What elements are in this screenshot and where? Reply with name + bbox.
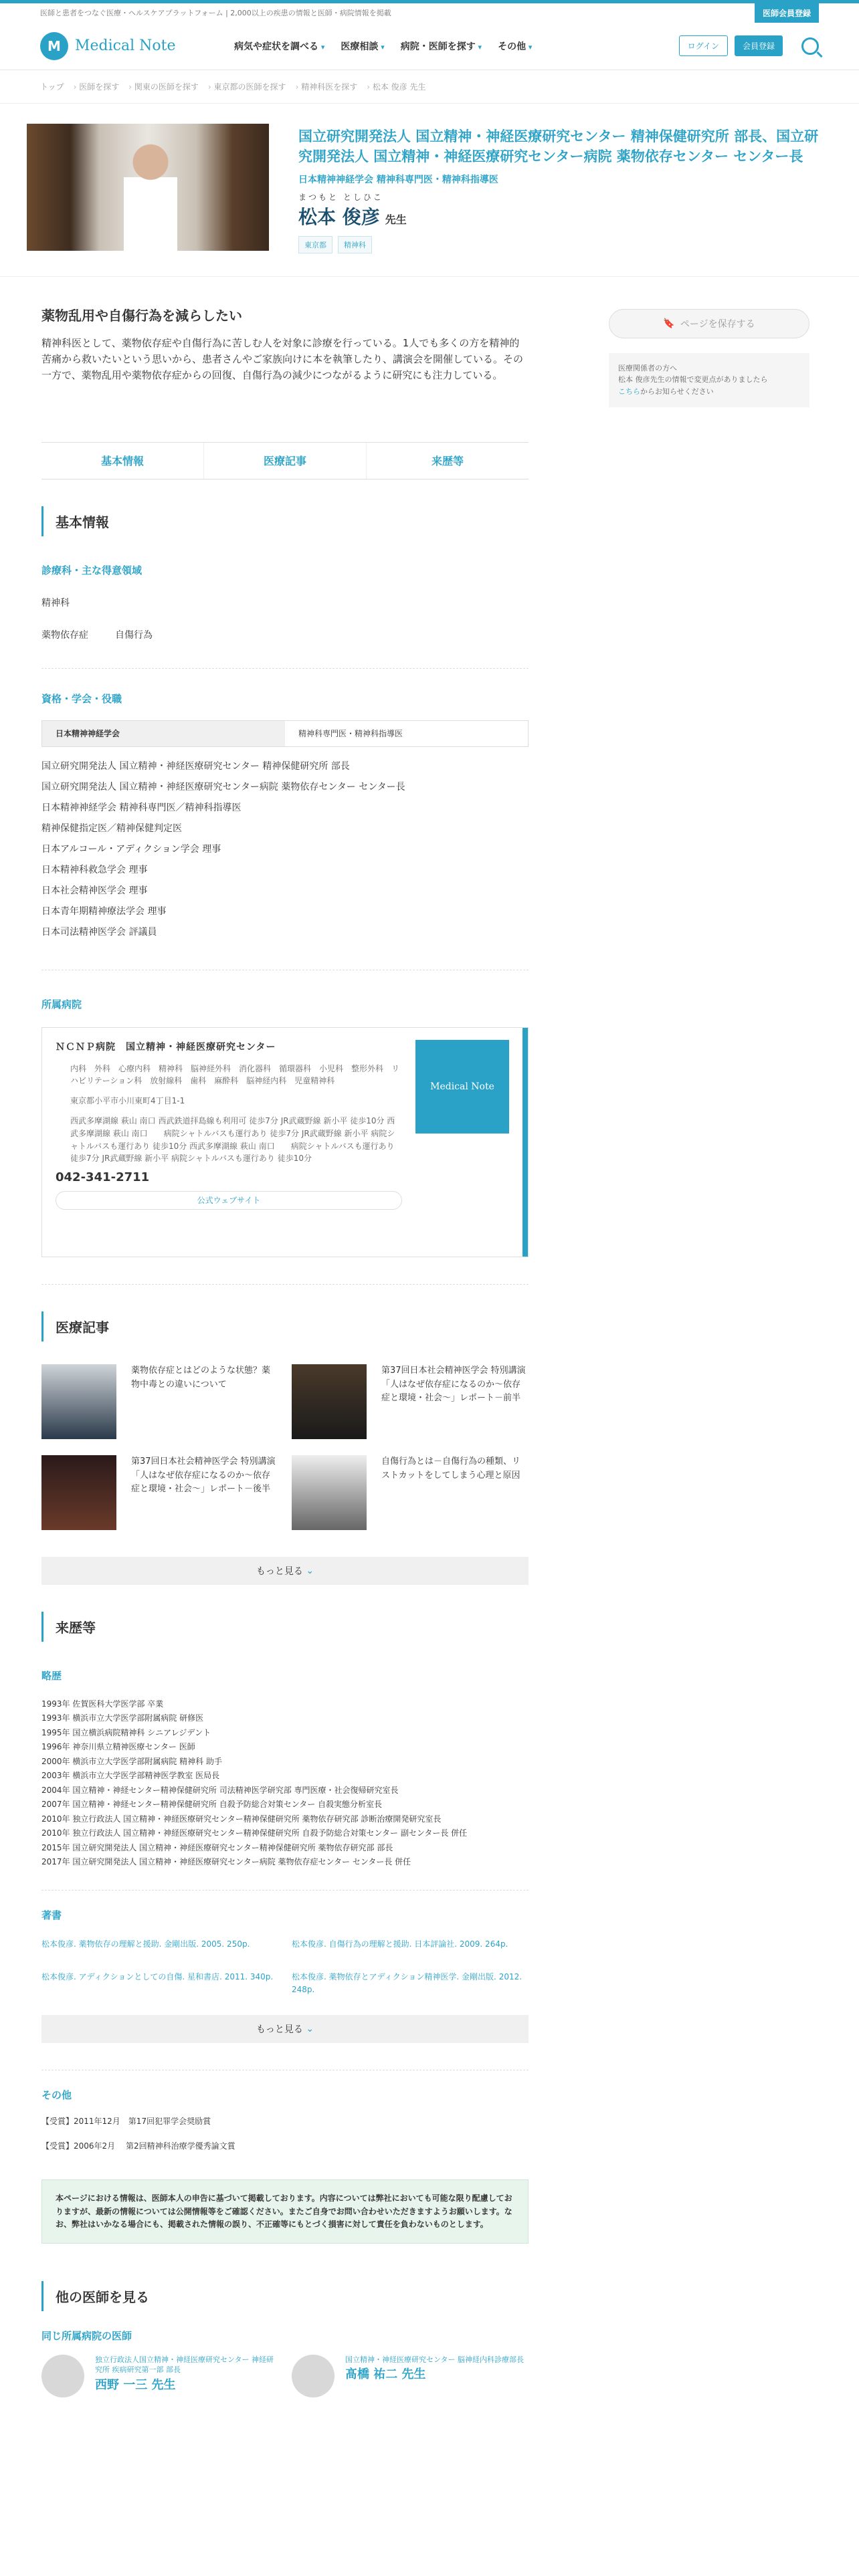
- section-tabs: [41, 442, 529, 479]
- list-item: 日本アルコール・アディクション学会 理事: [41, 843, 221, 855]
- crumb-top[interactable]: トップ: [40, 82, 64, 92]
- crumb-doctors[interactable]: › 医師を探す: [74, 81, 120, 92]
- article-thumb: [292, 1364, 367, 1439]
- list-item: 【受賞】2006年2月 第2回精神科治療学優秀論文賞: [41, 2141, 235, 2151]
- list-item: 2010年 独立行政法人 国立精神・神経医療研究センター精神保健研究所 自殺予防総合対策センター 副センター長 併任: [41, 1828, 468, 1838]
- login-button[interactable]: ログイン: [679, 35, 728, 56]
- save-page-button[interactable]: 🔖 ページを保存する: [609, 309, 809, 338]
- article-card[interactable]: 自傷行為とは－自傷行為の種類、リストカットをしてしまう心理と原因: [292, 1455, 529, 1530]
- update-link[interactable]: こちら: [618, 387, 640, 397]
- doctor-profile: [0, 104, 859, 277]
- awards-list: [41, 2115, 529, 2151]
- breadcrumb: [0, 70, 859, 104]
- disclaimer-notice: 本ページにおける情報は、医師本人の申告に基づいて掲載しております。内容については弊社においても可能な限り配慮しておりますが、最新の情報については公開情報等をご確認ください。またご自身でお問い合わせいただきますようお願いします。なお、弊社はいかなる場合にも、掲載された情報の誤り、不正確等にもとづく損害に対して責任を負わないものとします。: [41, 2179, 529, 2244]
- bookmark-icon: 🔖: [663, 318, 675, 329]
- article-card[interactable]: 第37回日本社会精神医学会 特別講演「人はなぜ依存症になるのか～依存症と環境・社会～」レポート－前半: [292, 1364, 529, 1439]
- doctor-position: 国立研究開発法人 国立精神・神経医療研究センター 精神保健研究所 部長、国立研究開発法人 国立精神・神経医療研究センター病院 薬物依存センター センター長: [298, 128, 819, 165]
- list-item: 日本社会精神医学会 理事: [41, 885, 148, 896]
- hospital-tel[interactable]: 042-341-2711: [56, 1170, 150, 1184]
- article-card[interactable]: 薬物依存症とはどのような状態？薬物中毒との違いについて: [41, 1364, 278, 1439]
- book-link[interactable]: 松本俊彦. 薬物依存の理解と援助. 金剛出版. 2005. 250p.: [41, 1939, 250, 1949]
- books-heading: 著書: [41, 1909, 62, 1921]
- main-nav: [234, 39, 679, 53]
- list-item: 日本司法精神医学会 評議員: [41, 926, 157, 938]
- list-item: 日本青年期精神療法学会 理事: [41, 905, 167, 917]
- qual-tab-cert[interactable]: 精神科専門医・精神科指導医: [298, 729, 403, 739]
- hospital-image: Medical Note: [415, 1040, 509, 1134]
- logo-text: Medical Note: [75, 37, 176, 54]
- list-item: 2017年 国立研究開発法人 国立精神・神経医療研究センター病院 薬物依存症センター センター長 併任: [41, 1857, 411, 1867]
- lead-description: 精神科医として、薬物依存症や自傷行為に苦しむ人を対象に診療を行っている。1人でも多くの方を精神的苦痛から救いたいという思いから、患者さんやご家族向けに本を執筆したり、講演会を開催している。その一方で、薬物乱用や薬物依存症からの回復、自傷行為の減少につながるように研究にも注力している。: [41, 336, 524, 381]
- field-item: 自傷行為: [115, 629, 153, 641]
- logo[interactable]: [40, 32, 234, 60]
- book-link[interactable]: 松本俊彦. 自傷行為の理解と援助. 日本評論社. 2009. 264p.: [292, 1939, 508, 1949]
- article-card[interactable]: 第37回日本社会精神医学会 特別講演「人はなぜ依存症になるのか～依存症と環境・社会～」レポート－後半: [41, 1455, 278, 1530]
- qual-tab-society[interactable]: 日本精神神経学会: [42, 721, 285, 746]
- list-item: 日本精神神経学会 精神科専門医／精神科指導医: [41, 802, 242, 813]
- list-item: 2007年 国立精神・神経センター精神保健研究所 自殺予防総合対策センター 自殺実態分析室長: [41, 1800, 383, 1810]
- dept-heading: 診療科・主な得意領域: [41, 564, 142, 576]
- list-item: 1993年 横浜市立大学医学部附属病院 研修医: [41, 1713, 204, 1723]
- avatar: [292, 2355, 335, 2397]
- list-item: 2000年 横浜市立大学医学部附属病院 精神科 助手: [41, 1756, 222, 1766]
- list-item: 2010年 独立行政法人 国立精神・神経医療研究センター精神保健研究所 薬物依存研究部 診断治療開発研究室長: [41, 1814, 442, 1824]
- dept-value: 精神科: [41, 597, 70, 609]
- crumb-current: › 松本 俊彦 先生: [367, 81, 425, 92]
- doctor-photo: [27, 124, 269, 251]
- hospital-heading: 所属病院: [41, 998, 82, 1010]
- same-hospital-heading: 同じ所属病院の医師: [41, 2330, 132, 2342]
- hospital-departments: 内科 外科 心療内科 精神科 脳神経外科 消化器科 循環器科 小児科 整形外科 リハビリテーション科 放射線科 歯科 麻酔科 脳神経内科 児童精神科: [70, 1063, 400, 1085]
- signup-button[interactable]: 会員登録: [735, 35, 783, 56]
- list-item: 国立研究開発法人 国立精神・神経医療研究センター病院 薬物依存センター センター長: [41, 781, 405, 792]
- qual-heading: 資格・学会・役職: [41, 692, 122, 705]
- lead-heading: 薬物乱用や自傷行為を減らしたい: [41, 307, 242, 324]
- field-item: 薬物依存症: [41, 629, 88, 641]
- history-heading: 来歴等: [41, 1612, 529, 1642]
- tag-region[interactable]: 東京都: [298, 236, 332, 253]
- articles-more-button[interactable]: もっと見る ⌄: [41, 1557, 529, 1585]
- logo-icon: M: [40, 32, 68, 60]
- article-thumb: [292, 1455, 367, 1530]
- hospital-website-button[interactable]: 公式ウェブサイト: [56, 1191, 402, 1210]
- basic-heading: 基本情報: [41, 506, 529, 536]
- tab-basic[interactable]: 基本情報: [41, 443, 204, 479]
- search-icon[interactable]: [801, 37, 819, 55]
- list-item: 1995年 国立横浜病院精神科 シニアレジデント: [41, 1727, 211, 1737]
- chevron-down-icon: ⌄: [306, 1565, 314, 1576]
- top-bar: [0, 3, 859, 22]
- nav-find[interactable]: 病院・医師を探す ▾: [401, 39, 482, 53]
- crumb-psych[interactable]: › 精神科医を探す: [296, 81, 358, 92]
- list-item: 日本精神科救急学会 理事: [41, 864, 148, 875]
- doctor-card[interactable]: 独立行政法人国立精神・神経医療研究センター 神経研究所 疾病研究第一部 部長 西野 一三 先生: [41, 2355, 278, 2397]
- doctor-society: 日本精神神経学会 精神科専門医・精神科指導医: [298, 174, 498, 185]
- nav-consult[interactable]: 医療相談 ▾: [341, 39, 384, 53]
- tab-history[interactable]: 来歴等: [431, 455, 464, 468]
- list-item: 精神保健指定医／精神保健判定医: [41, 823, 182, 834]
- list-item: 2003年 横浜市立大学医学部精神医学教室 医局長: [41, 1771, 220, 1781]
- qual-list: [41, 756, 529, 943]
- tagline: 医師と患者をつなぐ医療・ヘルスケアプラットフォーム | 2,000以上の疾患の情報と医師・病院情報を掲載: [40, 9, 391, 17]
- list-item: 1993年 佐賀医科大学医学部 卒業: [41, 1699, 164, 1709]
- list-item: 国立研究開発法人 国立精神・神経医療研究センター 精神保健研究所 部長: [41, 760, 350, 772]
- crumb-tokyo[interactable]: › 東京都の医師を探す: [208, 81, 286, 92]
- list-item: 1996年 神奈川県立精神医療センター 医師: [41, 1742, 195, 1752]
- crumb-kanto[interactable]: › 関東の医師を探す: [128, 81, 199, 92]
- nav-diseases[interactable]: 病気や症状を調べる ▾: [234, 39, 324, 53]
- career-list: [41, 1697, 529, 1870]
- career-heading: 略歴: [41, 1669, 62, 1682]
- site-header: [0, 22, 859, 70]
- hospital-access: 西武多摩湖線 萩山 南口 西武鉄道拝島線も利用可 徒歩7分 JR武蔵野線 新小平 徒歩10分 西武多摩湖線 萩山 南口 病院シャトルバスも運行あり 徒歩7分 JR武蔵野線 新小平 病院シャトルバスも運行あり 徒歩10分 西武多摩湖線 萩山 南口 病院シャトルバスも運行あり 徒歩7分 JR武蔵野線 新小平 病院シャトルバスも運行あり 徒歩10分: [70, 1116, 395, 1164]
- hospital-card[interactable]: [41, 1027, 529, 1257]
- tag-dept[interactable]: 精神科: [338, 236, 372, 253]
- sidebar: [609, 277, 809, 2397]
- doctor-register-button[interactable]: 医師会員登録: [755, 3, 819, 23]
- doctor-card[interactable]: 国立精神・神経医療研究センター 脳神経内科診療部長 髙橋 祐二 先生: [292, 2355, 529, 2397]
- others-heading: 他の医師を見る: [41, 2281, 529, 2311]
- list-item: 2004年 国立精神・神経センター精神保健研究所 司法精神医学研究部 専門医療・社会復帰研究室長: [41, 1785, 399, 1795]
- tab-articles[interactable]: 医療記事: [204, 443, 367, 479]
- article-thumb: [41, 1455, 116, 1530]
- books-list: [41, 1938, 529, 1997]
- book-link[interactable]: 松本俊彦. アディクションとしての自傷. 星和書店. 2011. 340p.: [41, 1972, 274, 1982]
- articles-heading: 医療記事: [41, 1311, 529, 1341]
- hospital-address: 東京都小平市小川東町4丁目1-1: [70, 1095, 185, 1105]
- hospital-name[interactable]: ＮＣＮＰ病院 国立精神・神経医療研究センター: [56, 1041, 276, 1053]
- avatar: [41, 2355, 84, 2397]
- list-item: 2015年 国立研究開発法人 国立精神・神経医療研究センター精神保健研究所 薬物依存研究部 部長: [41, 1842, 393, 1852]
- doctor-name: 松本 俊彦 先生: [298, 205, 407, 228]
- list-item: 【受賞】2011年12月 第17回犯罪学会奨励賞: [41, 2117, 211, 2127]
- other-heading: その他: [41, 2089, 72, 2102]
- main-content: [41, 277, 529, 2397]
- nav-other[interactable]: その他 ▾: [498, 39, 532, 53]
- article-thumb: [41, 1364, 116, 1439]
- books-more-button[interactable]: もっと見る ⌄: [41, 2015, 529, 2043]
- doctor-update-note: 医療関係者の方へ 松本 俊彦先生の情報で変更点がありましたら こちらからお知らせください: [609, 353, 809, 407]
- name-ruby: まつもと としひこ: [298, 192, 383, 202]
- book-link[interactable]: 松本俊彦. 薬物依存とアディクション精神医学. 金剛出版. 2012. 248p.: [292, 1972, 522, 1995]
- chevron-down-icon: ⌄: [306, 2024, 314, 2035]
- qual-tabs: [41, 720, 529, 747]
